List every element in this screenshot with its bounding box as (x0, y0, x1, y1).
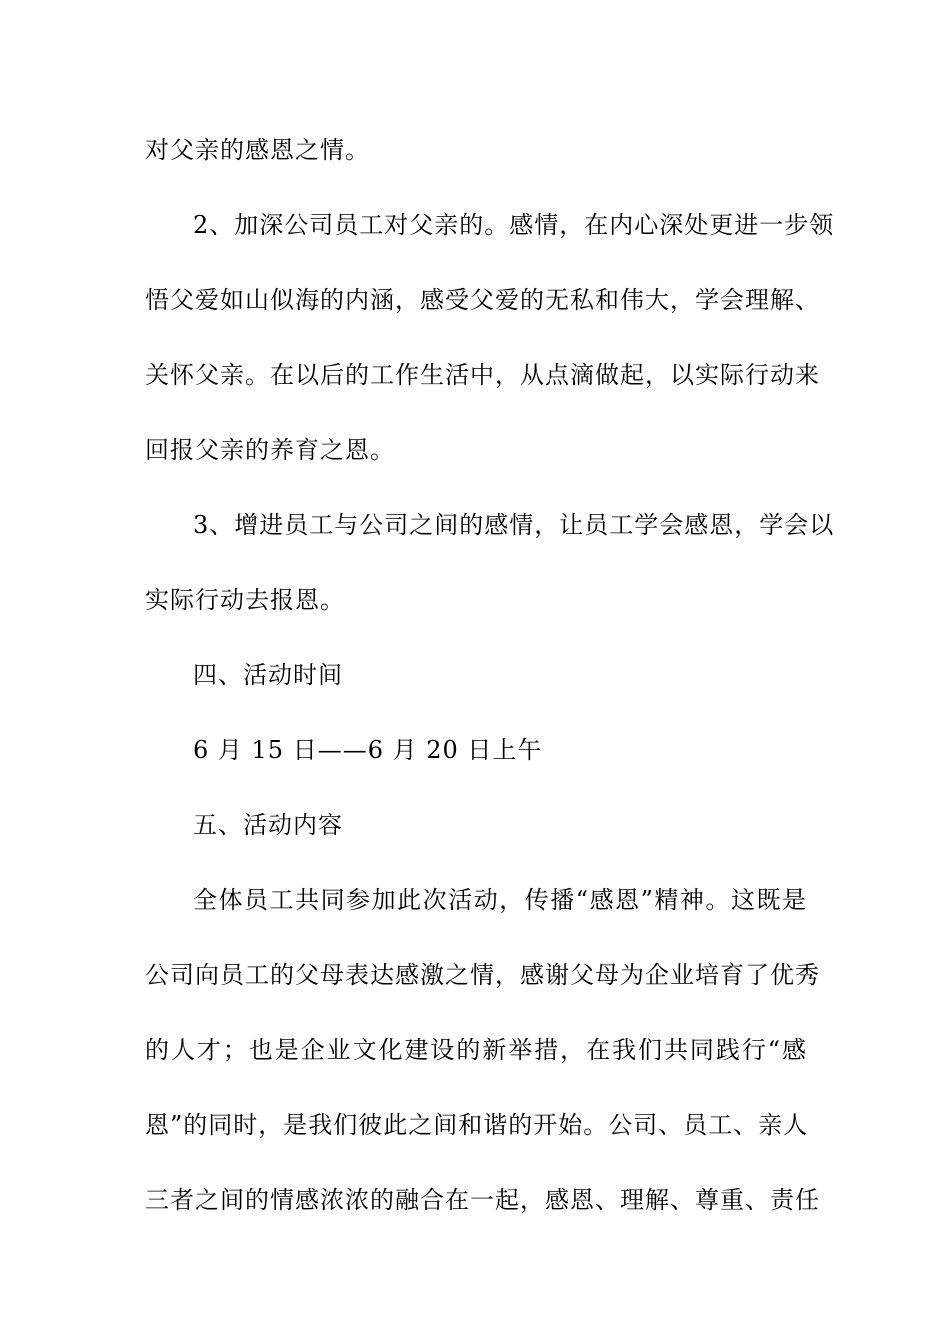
activity-date-range: 6 月 15 日——6 月 20 日上午 (193, 736, 543, 764)
text-line-15: 三者之间的情感浓浓的融合在一起，感恩、理解、尊重、责任 (145, 1186, 820, 1214)
text-line-6: 3、增进员工与公司之间的感情，让员工学会感恩，学会以 (193, 511, 835, 539)
text-line-12: 公司向员工的父母表达感激之情，感谢父母为企业培育了优秀 (145, 961, 820, 989)
text-line-14: 恩”的同时，是我们彼此之间和谐的开始。公司、员工、亲人 (145, 1111, 809, 1139)
section-heading-activity-content: 五、活动内容 (193, 811, 343, 839)
text-line-4: 关怀父亲。在以后的工作生活中，从点滴做起，以实际行动来 (145, 361, 820, 389)
text-line-11: 全体员工共同参加此次活动，传播“感恩”精神。这既是 (193, 886, 807, 914)
text-line-5: 回报父亲的养育之恩。 (145, 436, 395, 464)
text-line-3: 悟父爱如山似海的内涵，感受父爱的无私和伟大，学会理解、 (145, 286, 820, 314)
text-line-2: 2、加深公司员工对父亲的。感情，在内心深处更进一步领 (193, 211, 835, 239)
text-line-13: 的人才；也是企业文化建设的新举措，在我们共同践行“感 (145, 1036, 807, 1064)
text-line-7: 实际行动去报恩。 (145, 586, 345, 614)
text-line-1: 对父亲的感恩之情。 (145, 136, 370, 164)
section-heading-activity-time: 四、活动时间 (193, 661, 343, 689)
